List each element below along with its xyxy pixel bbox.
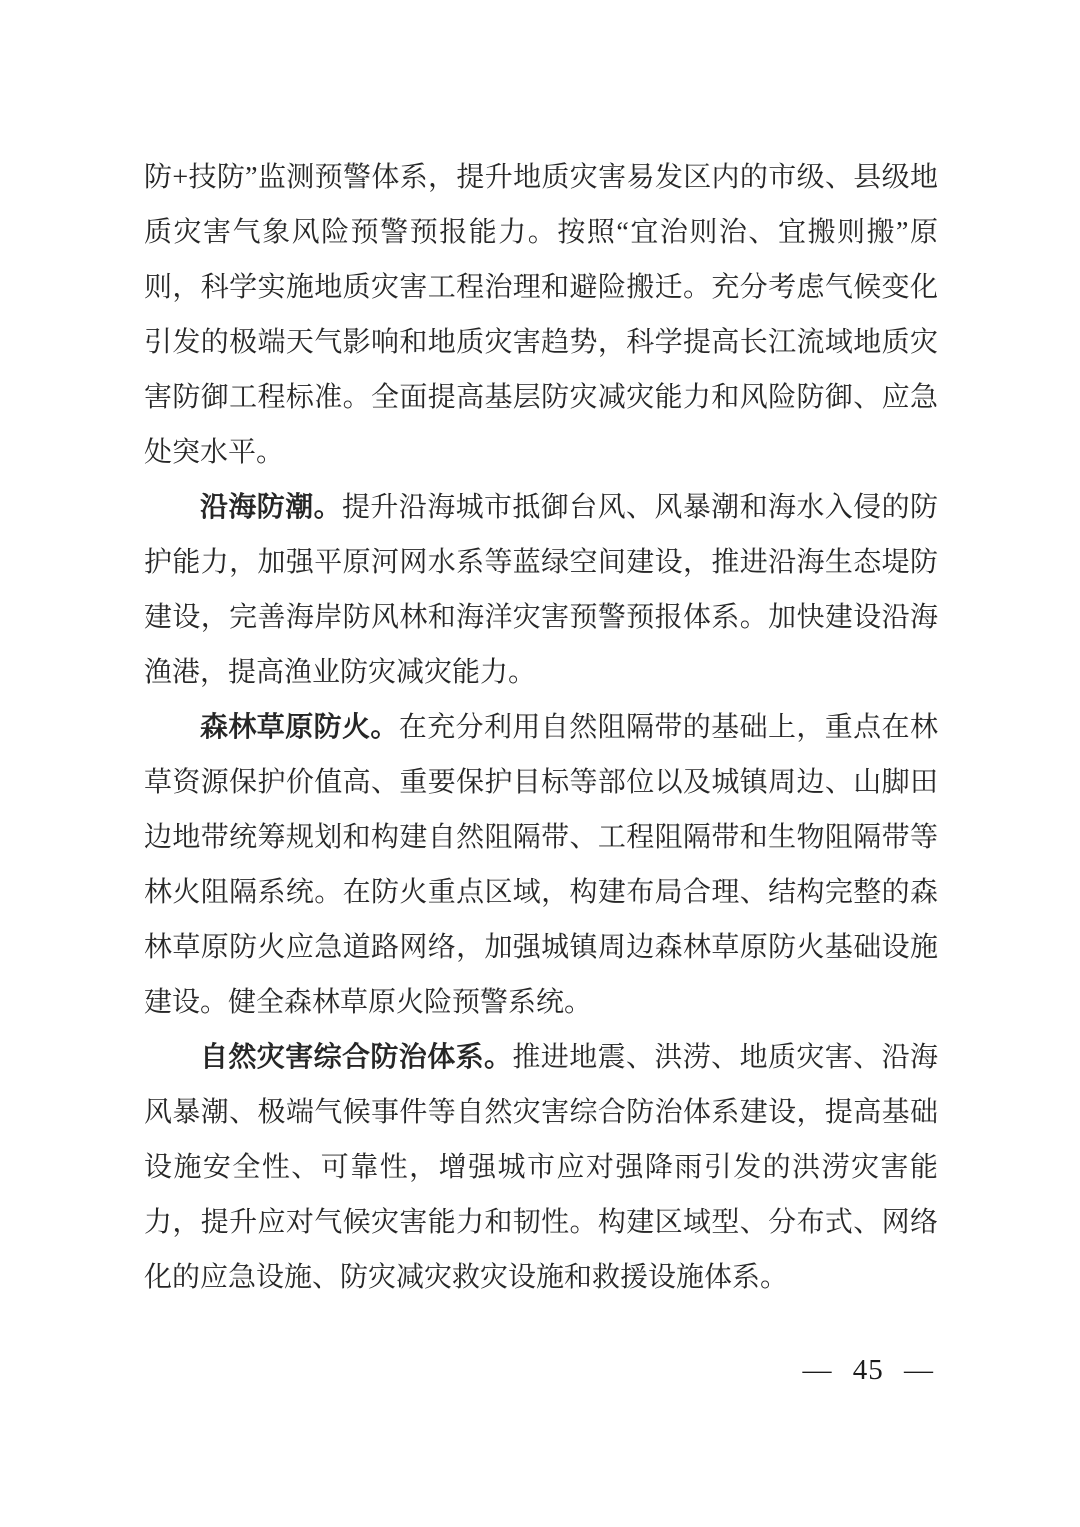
paragraph-lead: 自然灾害综合防治体系。	[200, 1042, 513, 1073]
paragraph	[144, 1030, 938, 1305]
paragraph	[144, 150, 938, 480]
paragraph-lead: 沿海防潮。	[200, 492, 342, 523]
page-number: — 45 —	[802, 1354, 934, 1386]
paragraph	[144, 480, 938, 700]
paragraph-text: 推进地震、洪涝、地质灾害、沿海风暴潮、极端气候事件等自然灾害综合防治体系建设，提高基础设施安全性、可靠性，增强城市应对强降雨引发的洪涝灾害能力，提升应对气候灾害能力和韧性。构建区域型、分布式、网络化的应急设施、防灾减灾救灾设施和救援设施体系。	[144, 1042, 938, 1293]
paragraph-lead: 森林草原防火。	[200, 712, 399, 743]
paragraph	[144, 700, 938, 1030]
paragraph-text: 防+技防”监测预警体系，提升地质灾害易发区内的市级、县级地质灾害气象风险预警预报能力。按照“宜治则治、宜搬则搬”原则，科学实施地质灾害工程治理和避险搬迁。充分考虑气候变化引发的极端天气影响和地质灾害趋势，科学提高长江流域地质灾害防御工程标准。全面提高基层防灾减灾能力和风险防御、应急处突水平。	[144, 162, 938, 468]
document-body	[144, 150, 938, 1305]
paragraph-text: 提升沿海城市抵御台风、风暴潮和海水入侵的防护能力，加强平原河网水系等蓝绿空间建设，推进沿海生态堤防建设，完善海岸防风林和海洋灾害预警预报体系。加快建设沿海渔港，提高渔业防灾减灾能力。	[144, 492, 938, 688]
paragraph-text: 在充分利用自然阻隔带的基础上，重点在林草资源保护价值高、重要保护目标等部位以及城镇周边、山脚田边地带统筹规划和构建自然阻隔带、工程阻隔带和生物阻隔带等林火阻隔系统。在防火重点区域，构建布局合理、结构完整的森林草原防火应急道路网络，加强城镇周边森林草原防火基础设施建设。健全森林草原火险预警系统。	[144, 712, 938, 1018]
